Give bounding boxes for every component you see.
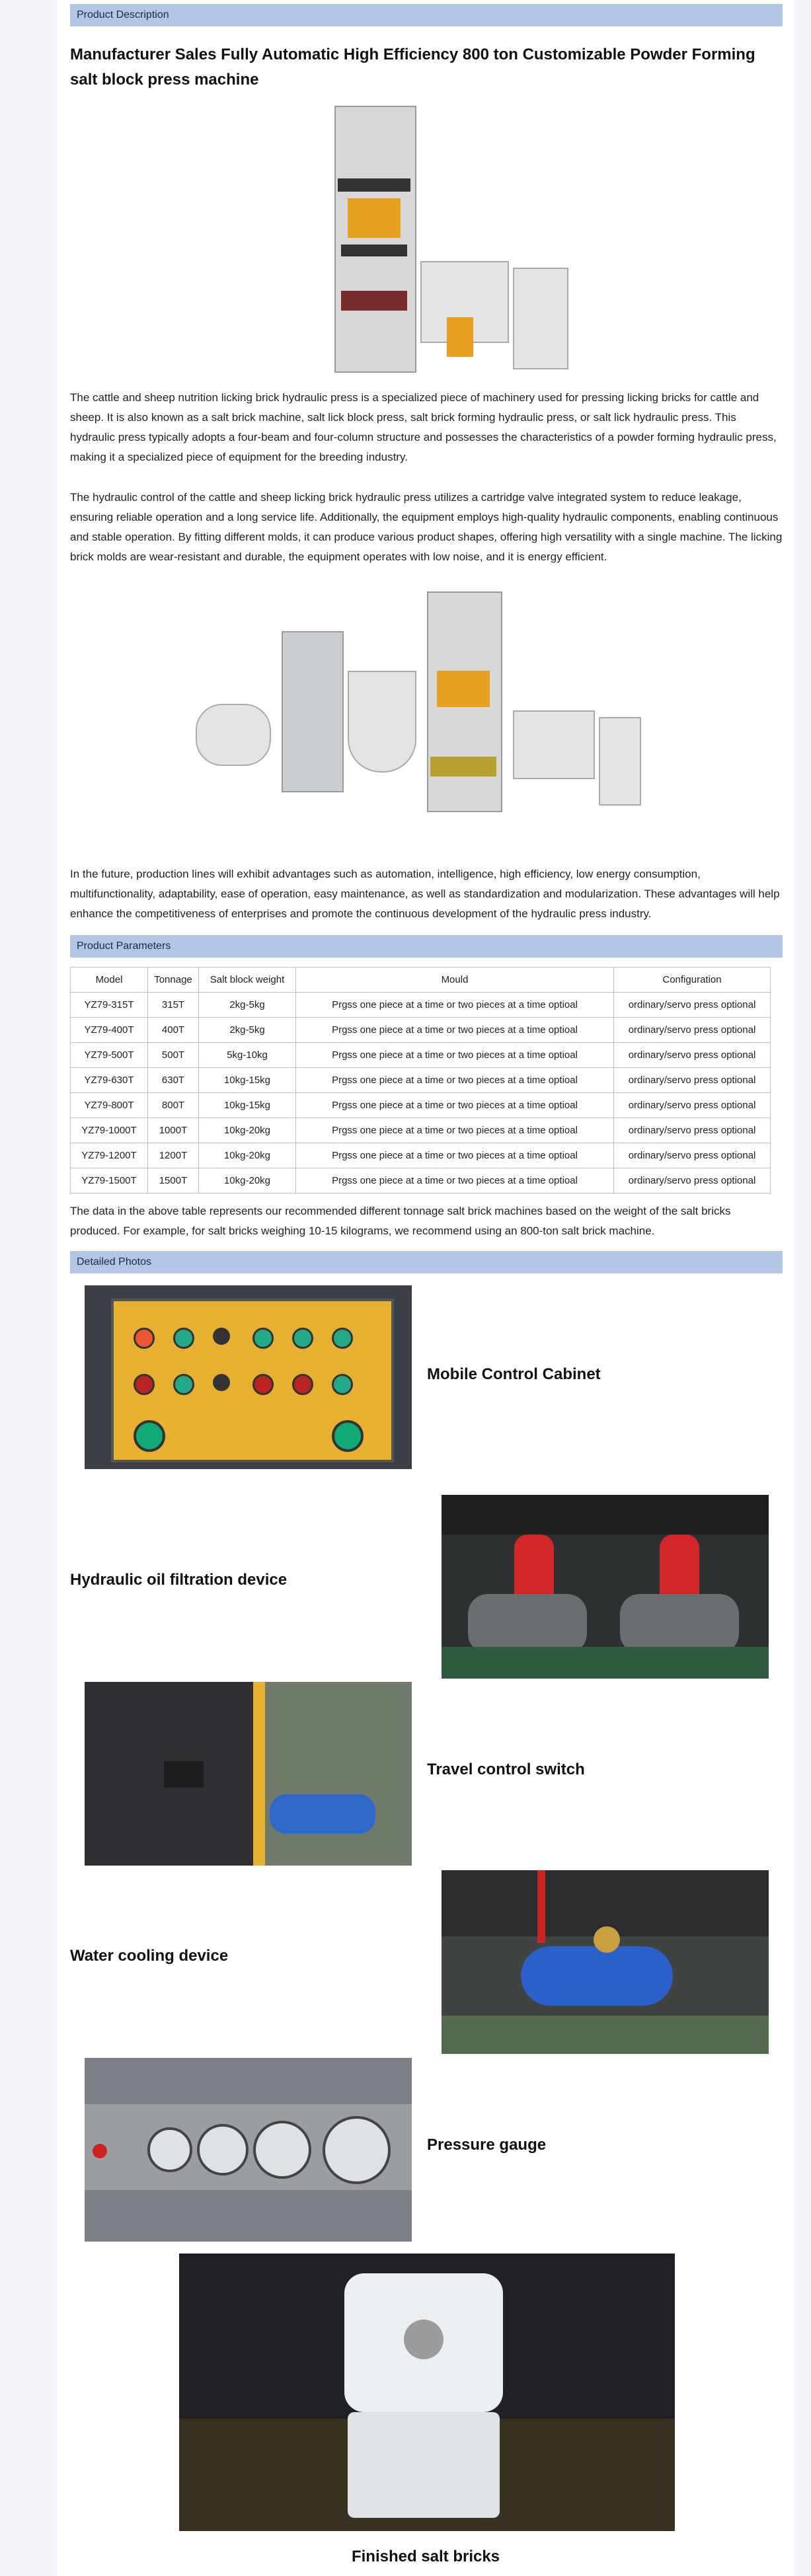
header-tonnage: Tonnage: [148, 967, 199, 993]
control-cabinet-photo: [85, 1285, 412, 1469]
cell-mould: Prgss one piece at a time or two pieces at a time optioal: [296, 1093, 614, 1118]
detail-label-travel-switch: Travel control switch: [427, 1761, 585, 1778]
cell-weight: 2kg-5kg: [199, 993, 296, 1018]
cell-weight: 5kg-10kg: [199, 1043, 296, 1068]
cell-mould: Prgss one piece at a time or two pieces at a time optioal: [296, 1118, 614, 1143]
cell-configuration: ordinary/servo press optional: [614, 1168, 771, 1193]
cell-model: YZ79-1200T: [71, 1143, 148, 1168]
cell-tonnage: 500T: [148, 1043, 199, 1068]
finished-salt-bricks-photo: [179, 2254, 675, 2531]
cell-model: YZ79-315T: [71, 993, 148, 1018]
table-row: [71, 1118, 771, 1143]
header-salt-block-weight: Salt block weight: [199, 967, 296, 993]
table-row: [71, 1168, 771, 1193]
cell-model: YZ79-800T: [71, 1093, 148, 1118]
table-row: [71, 1043, 771, 1068]
header-mould: Mould: [296, 967, 614, 993]
production-line-photo: [189, 591, 678, 823]
cell-weight: 10kg-20kg: [199, 1118, 296, 1143]
cell-tonnage: 1200T: [148, 1143, 199, 1168]
cell-configuration: ordinary/servo press optional: [614, 1043, 771, 1068]
cell-configuration: ordinary/servo press optional: [614, 1093, 771, 1118]
cell-configuration: ordinary/servo press optional: [614, 993, 771, 1018]
product-title: Manufacturer Sales Fully Automatic High Efficiency 800 ton Customizable Powder Forming salt block press machine: [70, 46, 755, 89]
future-paragraph: In the future, production lines will exhibit advantages such as automation, intelligence, high efficiency, low energy consumption, multifunctionality, adaptability, ease of operation, easy maintenance, as well as standardization and modularization. These advantages will help enhance the competitiveness of enterprises and promote the continuous development of the hydraulic press industry.: [70, 868, 780, 920]
cell-model: YZ79-630T: [71, 1068, 148, 1093]
cell-weight: 2kg-5kg: [199, 1018, 296, 1043]
table-row: [71, 1093, 771, 1118]
cell-tonnage: 1000T: [148, 1118, 199, 1143]
description-paragraph-2: The hydraulic control of the cattle and sheep licking brick hydraulic press utilizes a cartridge valve integrated system to reduce leakage, ensuring reliable operation and a long service life. Additionally, the equipment employs high-quality hydraulic components, enabling continuous and stable operation. By fitting different molds, it can produce various product shapes, offering high versatility with a single machine. The licking brick molds are wear-resistant and durable, the equipment operates with low noise, and it is energy efficient.: [70, 491, 783, 563]
table-header-row: [71, 967, 771, 993]
cell-model: YZ79-1500T: [71, 1168, 148, 1193]
table-row: [71, 993, 771, 1018]
cell-tonnage: 400T: [148, 1018, 199, 1043]
table-row: [71, 1068, 771, 1093]
cell-configuration: ordinary/servo press optional: [614, 1143, 771, 1168]
cell-weight: 10kg-15kg: [199, 1068, 296, 1093]
detail-label-pressure-gauge: Pressure gauge: [427, 2136, 547, 2154]
cell-model: YZ79-500T: [71, 1043, 148, 1068]
product-page: [57, 0, 794, 2576]
cell-configuration: ordinary/servo press optional: [614, 1068, 771, 1093]
salt-block-press-photo: [275, 99, 592, 373]
cell-model: YZ79-1000T: [71, 1118, 148, 1143]
header-configuration: Configuration: [614, 967, 771, 993]
table-row: [71, 1018, 771, 1043]
cell-tonnage: 315T: [148, 993, 199, 1018]
header-model: Model: [71, 967, 148, 993]
oil-filtration-photo: [442, 1495, 769, 1679]
cell-weight: 10kg-15kg: [199, 1093, 296, 1118]
cell-configuration: ordinary/servo press optional: [614, 1018, 771, 1043]
cell-configuration: ordinary/servo press optional: [614, 1118, 771, 1143]
detail-label-salt-bricks: Finished salt bricks: [351, 2548, 500, 2565]
section-header-parameters: Product Parameters: [70, 935, 783, 958]
table-row: [71, 1143, 771, 1168]
section-header-photos: Detailed Photos: [70, 1251, 783, 1273]
section-header-description: Product Description: [70, 4, 783, 26]
cell-mould: Prgss one piece at a time or two pieces at a time optioal: [296, 993, 614, 1018]
detail-label-water-cooling: Water cooling device: [70, 1947, 229, 1965]
travel-switch-photo: [85, 1682, 412, 1866]
parameters-table: [70, 967, 771, 1193]
cell-weight: 10kg-20kg: [199, 1143, 296, 1168]
cell-mould: Prgss one piece at a time or two pieces at a time optioal: [296, 1168, 614, 1193]
cell-weight: 10kg-20kg: [199, 1168, 296, 1193]
cell-mould: Prgss one piece at a time or two pieces at a time optioal: [296, 1068, 614, 1093]
cell-tonnage: 630T: [148, 1068, 199, 1093]
cell-mould: Prgss one piece at a time or two pieces at a time optioal: [296, 1018, 614, 1043]
detail-label-control-cabinet: Mobile Control Cabinet: [427, 1365, 601, 1383]
cell-mould: Prgss one piece at a time or two pieces at a time optioal: [296, 1143, 614, 1168]
description-paragraph-1: The cattle and sheep nutrition licking brick hydraulic press is a specialized piece of machinery used for pressing licking bricks for cattle and sheep. It is also known as a salt brick machine, salt lick block press, salt brick forming hydraulic press, or salt lick hydraulic press. This hydraulic press typically adopts a four-beam and four-column structure and possesses the characteristics of a powder forming hydraulic press, making it a specialized piece of equipment for the breeding industry.: [70, 391, 777, 463]
cell-mould: Prgss one piece at a time or two pieces at a time optioal: [296, 1043, 614, 1068]
cell-model: YZ79-400T: [71, 1018, 148, 1043]
pressure-gauge-photo: [85, 2058, 412, 2242]
cell-tonnage: 800T: [148, 1093, 199, 1118]
recommendation-paragraph: The data in the above table represents our recommended different tonnage salt brick machines based on the weight of the salt bricks produced. For example, for salt bricks weighing 10-15 kilograms, we recommend using an 800-ton salt brick machine.: [70, 1205, 731, 1237]
cell-tonnage: 1500T: [148, 1168, 199, 1193]
detail-label-oil-filtration: Hydraulic oil filtration device: [70, 1571, 288, 1589]
water-cooling-photo: [442, 1870, 769, 2054]
